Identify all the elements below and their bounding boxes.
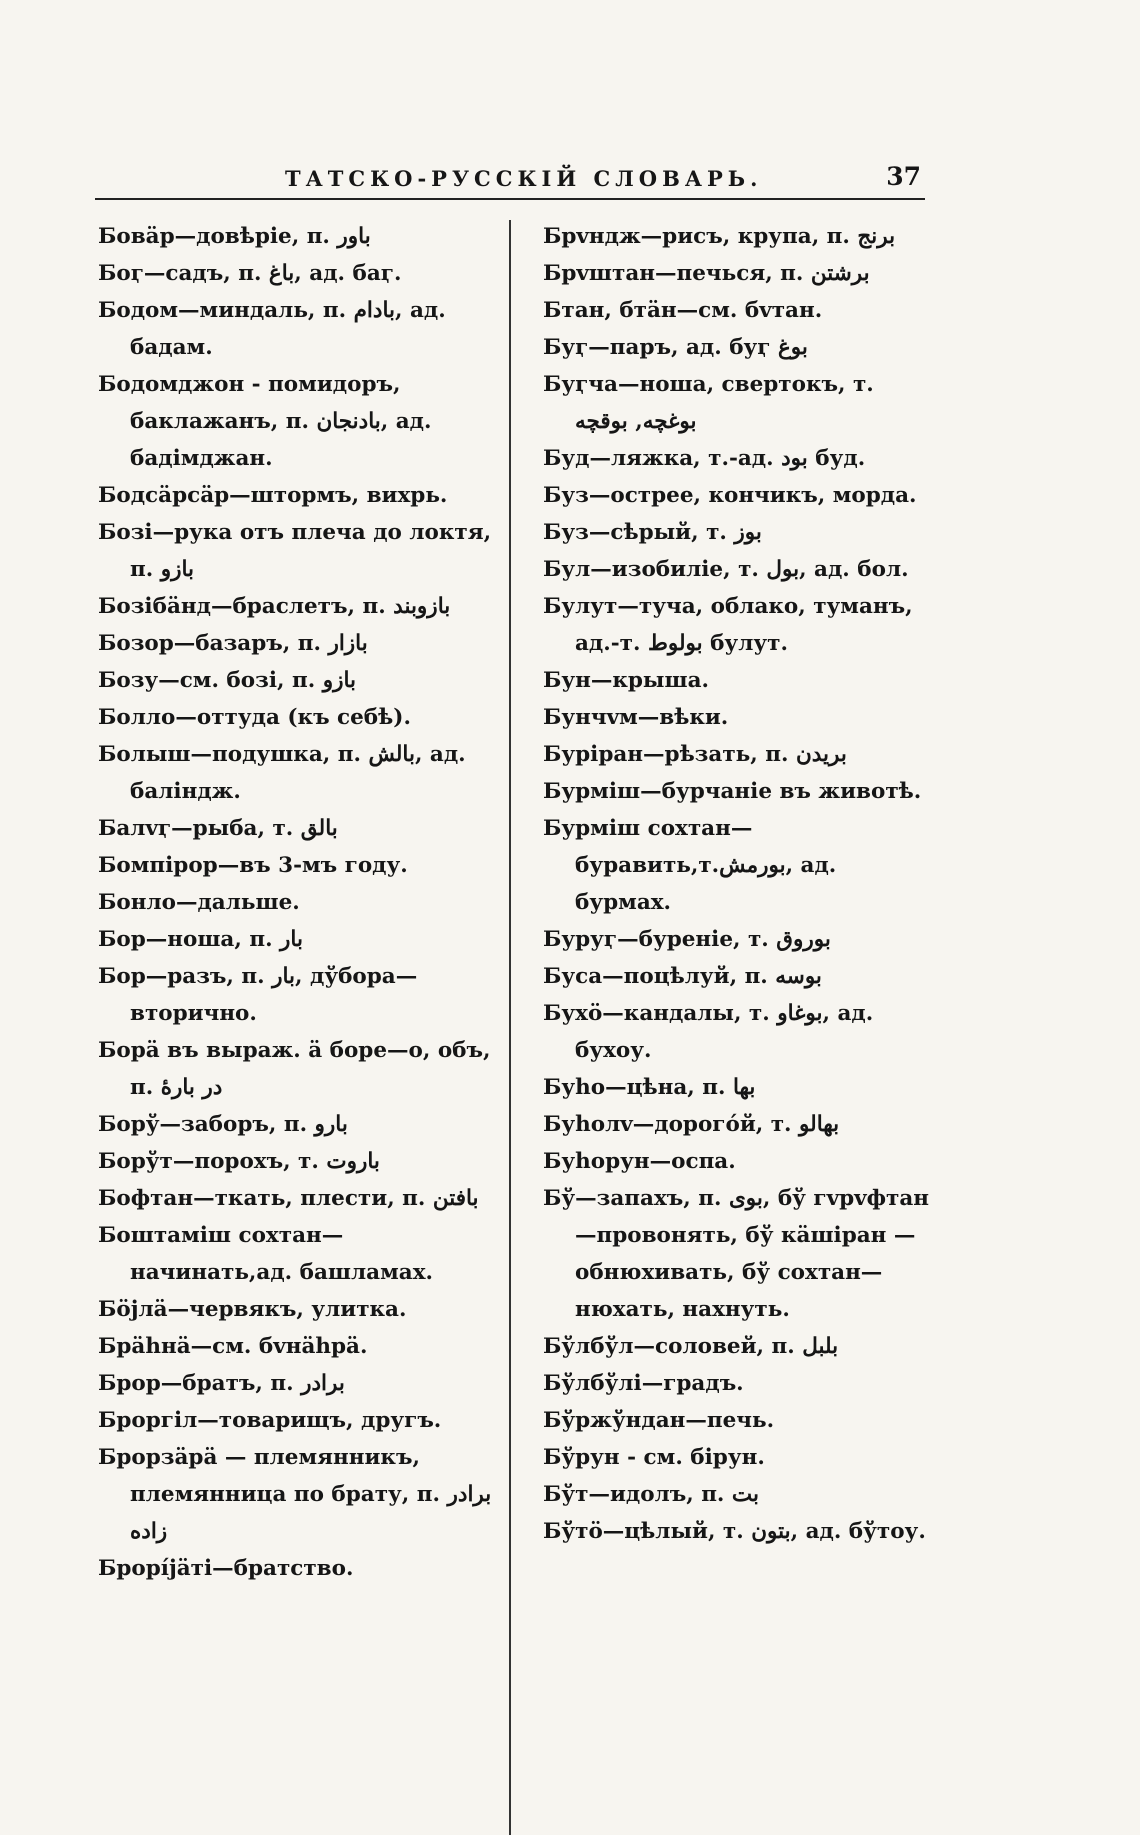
dictionary-entry: Бтан, бтäн—см. бvтан. xyxy=(543,298,823,323)
dictionary-entry: Бўрун - см. бірун. xyxy=(543,1445,765,1470)
dictionary-entry: Брор—братъ, п. برادر xyxy=(98,1371,345,1396)
dictionary-entry: Броргіл—товарищъ, другъ. xyxy=(98,1408,442,1433)
dictionary-entry: Боӷ—садъ, п. باغ, ад. баӷ. xyxy=(98,261,402,286)
dictionary-entry: Бовäр—довѣріе, п. باور xyxy=(98,224,371,249)
page-header xyxy=(95,160,925,200)
dictionary-entry: Буріран—рѣзать, п. بريدن xyxy=(543,742,847,767)
dictionary-entry: Бомпірор—въ 3-мъ году. xyxy=(98,853,408,878)
dictionary-entry: Буӷ—паръ, ад. буӷ بوغ xyxy=(543,335,808,360)
dictionary-entry: Брvштан—печься, п. برشتن xyxy=(543,261,870,286)
dictionary-entry: Брähнä—см. бvнähрä. xyxy=(98,1334,368,1359)
left-column xyxy=(98,218,499,1587)
dictionary-entry: Буруӷ—буреніе, т. بوروق xyxy=(543,927,831,952)
dictionary-entry: Буhорун—оспа. xyxy=(543,1149,736,1174)
dictionary-entry: Буса—поцѣлуй, п. بوسه xyxy=(543,964,822,989)
dictionary-entry: Бурміш сохтан—буравить,т.بورمش, ад. бурмах. xyxy=(543,816,844,915)
dictionary-entry: Бор—разъ, п. بار, дўбора—вторично. xyxy=(98,964,418,1026)
right-column xyxy=(543,218,933,1550)
dictionary-entry: Булут—туча, облако, туманъ, ад.-т. بولوط булут. xyxy=(543,594,921,656)
dictionary-entry: Бўт—идолъ, п. بت xyxy=(543,1482,760,1507)
dictionary-entry: Буhолv—дорогóй, т. بهالو xyxy=(543,1112,840,1137)
dictionary-entry: Бурміш—бурчаніе въ животѣ. xyxy=(543,779,922,804)
dictionary-entry: Бор—ноша, п. بار xyxy=(98,927,303,952)
dictionary-entry: Буз—острее, кончикъ, морда. xyxy=(543,483,917,508)
dictionary-entry: Болыш—подушка, п. بالش, ад. баліндж. xyxy=(98,742,474,804)
dictionary-entry: Бозу—см. бозі, п. بازو xyxy=(98,668,356,693)
running-title: ТАТСКО-РУССКІЙ СЛОВАРЬ. xyxy=(285,166,763,191)
dictionary-entry: Брорíjäті—братство. xyxy=(98,1556,354,1581)
dictionary-entry: Бун—крыша. xyxy=(543,668,710,693)
dictionary-entry: Бў—запахъ, п. بوى, бў гvрvфтан—провонять, бў кäшіран — обнюхивать, бў сохтан—нюхать, нахнуть. xyxy=(543,1186,930,1322)
dictionary-entry: Бодом—миндаль, п. بادام, ад. бадам. xyxy=(98,298,454,360)
dictionary-entry: Бозор—базаръ, п. بازار xyxy=(98,631,368,656)
dictionary-entry: Буhо—цѣна, п. بها xyxy=(543,1075,756,1100)
dictionary-entry: Боштаміш сохтан—начинать,ад. башламах. xyxy=(98,1223,434,1285)
dictionary-entry: Брорзäрä — племянникъ, племянница по брату, п. برادر زاده xyxy=(98,1445,499,1544)
dictionary-entry: Брvндж—рисъ, крупа, п. برنج xyxy=(543,224,896,249)
dictionary-entry: Борў—заборъ, п. بارو xyxy=(98,1112,348,1137)
dictionary-entry: Бўлбўлі—градъ. xyxy=(543,1371,744,1396)
dictionary-entry: Бозі—рука отъ плеча до локтя, п. بازو xyxy=(98,520,499,582)
dictionary-entry: Буд—ляжка, т.-ад. بود буд. xyxy=(543,446,866,471)
dictionary-entry: Бöjлä—червякъ, улитка. xyxy=(98,1297,407,1322)
dictionary-entry: Бўлбўл—соловей, п. بلبل xyxy=(543,1334,839,1359)
column-divider xyxy=(509,220,511,1835)
dictionary-entry: Бофтан—ткать, плести, п. بافتن xyxy=(98,1186,479,1211)
dictionary-entry: Бўтö—цѣлый, т. بتون, ад. бўтоу. xyxy=(543,1519,926,1544)
dictionary-entry: Бухö—кандалы, т. بوغاو, ад. бухоу. xyxy=(543,1001,881,1063)
dictionary-entry: Бўржўндан—печь. xyxy=(543,1408,775,1433)
dictionary-entry: Буз—сѣрый, т. بوز xyxy=(543,520,762,545)
dictionary-entry: Борўт—порохъ, т. باروت xyxy=(98,1149,380,1174)
dictionary-entry: Балvӷ—рыба, т. بالق xyxy=(98,816,338,841)
dictionary-entry: Бунчvм—вѣки. xyxy=(543,705,729,730)
page-number: 37 xyxy=(886,162,921,191)
dictionary-entry: Бул—изобиліе, т. بول, ад. бол. xyxy=(543,557,909,582)
dictionary-entry: Болло—оттуда (къ себѣ). xyxy=(98,705,411,730)
dictionary-entry: Бозібäнд—браслетъ, п. بازوبند xyxy=(98,594,451,619)
dictionary-entry: Бодомджон - помидоръ, баклажанъ, п. بادنجان, ад. бадімджан. xyxy=(98,372,439,471)
dictionary-entry: Буӷча—ноша, свертокъ, т. بوغچه, بوقچه xyxy=(543,372,882,434)
dictionary-entry: Бодсäрсäр—штормъ, вихрь. xyxy=(98,483,448,508)
dictionary-entry: Борä въ выраж. ä боре—о, объ, п. در بارۀ xyxy=(98,1038,498,1100)
dictionary-entry: Бонло—дальше. xyxy=(98,890,300,915)
